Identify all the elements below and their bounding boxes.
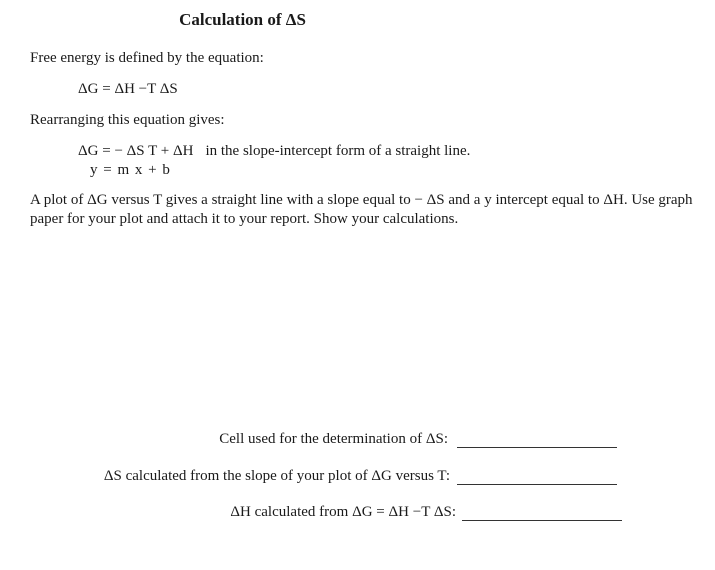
cell-used-answer-line[interactable] <box>457 447 617 448</box>
delta-h-answer-line[interactable] <box>462 520 622 521</box>
delta-s-answer-line[interactable] <box>457 484 617 485</box>
cell-used-label: Cell used for the determination of ΔS: <box>219 431 448 447</box>
plot-instructions-paragraph: A plot of ΔG versus T gives a straight line with a slope equal to − ΔS and a y intercept equal to ΔH. Use graph paper for your plot and attach it to your report. Show your calculations. <box>30 192 693 227</box>
delta-s-calculated-label: ΔS calculated from the slope of your plot of ΔG versus T: <box>103 468 450 484</box>
slope-intercept-equation: y = m x + b <box>90 162 171 178</box>
free-energy-equation: ΔG = ΔH −T ΔS <box>78 81 178 97</box>
rearranging-text: Rearranging this equation gives: <box>30 112 225 128</box>
rearranged-equation <box>78 143 470 160</box>
delta-h-calculated-label: ΔH calculated from ΔG = ΔH −T ΔS: <box>230 504 456 520</box>
rearranged-equation-note: in the slope-intercept form of a straight line. <box>205 143 471 159</box>
page-title: Calculation of ΔS <box>179 10 306 29</box>
rearranged-equation-formula: ΔG = − ΔS T + ΔH <box>78 143 194 159</box>
intro-text: Free energy is defined by the equation: <box>30 50 264 66</box>
